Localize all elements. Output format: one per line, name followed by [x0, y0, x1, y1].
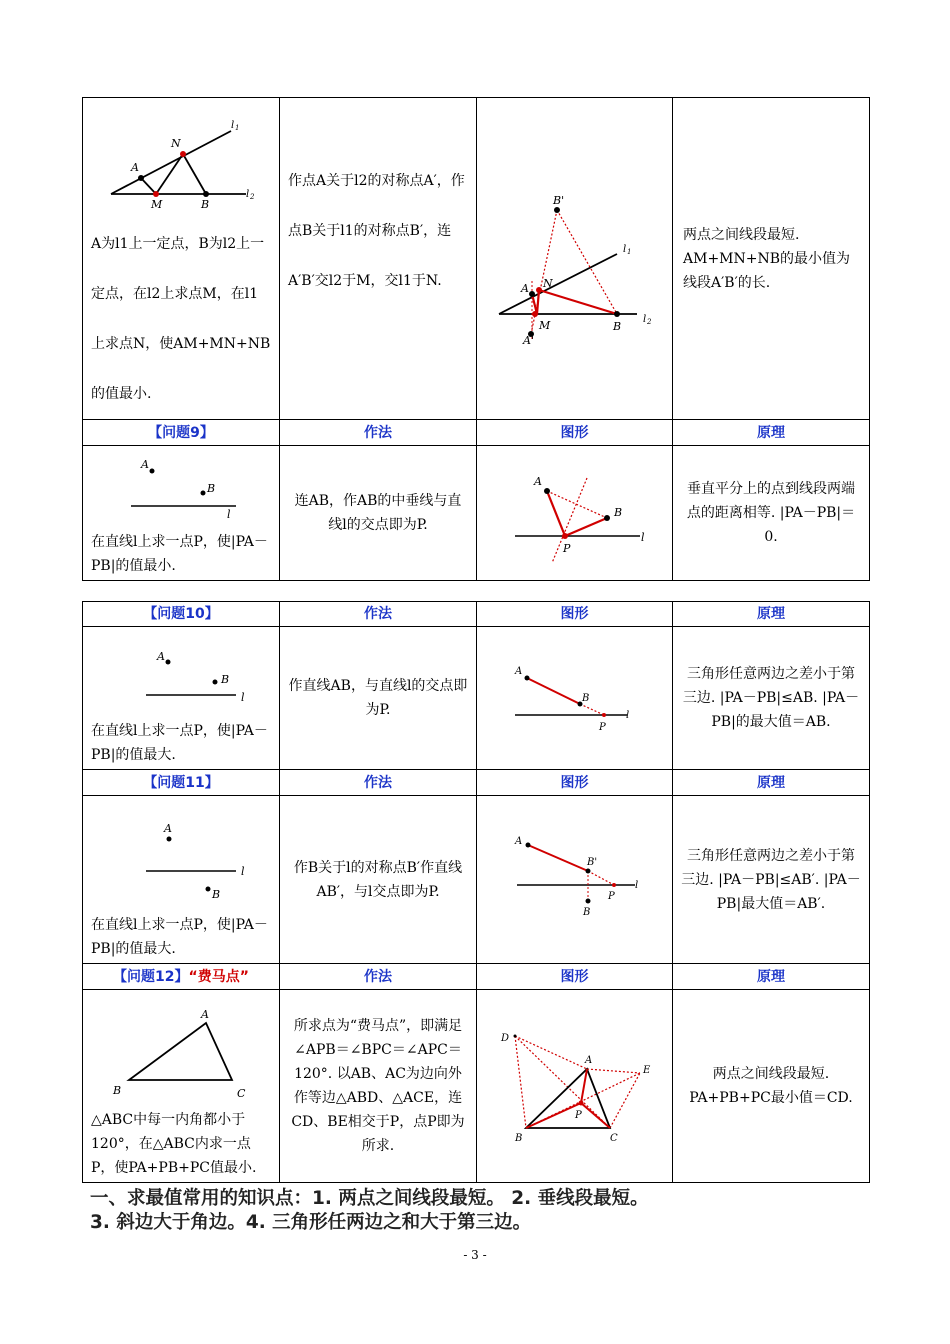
svg-text:l: l — [231, 120, 235, 131]
header-figure: 图形 — [477, 964, 673, 990]
svg-text:A: A — [521, 281, 529, 295]
figure-10-diagram — [477, 648, 673, 748]
page-number: - 3 - — [463, 1248, 487, 1262]
svg-text:A': A' — [523, 333, 534, 344]
method-10-text: 作直线AB，与直线l的交点即为P. — [288, 678, 468, 718]
svg-text:B: B — [583, 906, 591, 918]
svg-text:A: A — [585, 1055, 593, 1066]
figure-8-diagram — [477, 174, 673, 344]
problem-8-text: A为l1上一定点，B为l2上一定点，在l2上求点M，在l1上求点N，使AM+MN+NB的值最小. — [91, 236, 271, 402]
problem-12-row — [83, 990, 870, 1183]
header-figure: 图形 — [477, 770, 673, 796]
problem-12-header — [83, 964, 870, 990]
problem-8-diagram — [91, 106, 271, 211]
problem-12-text: △ABC中每一内角都小于120°，在△ABC内求一点P，使PA+PB+PC值最小. — [91, 1112, 257, 1176]
method-10-cell — [280, 627, 477, 770]
svg-text:P: P — [608, 890, 615, 902]
method-11-cell — [280, 796, 477, 964]
svg-text:2: 2 — [250, 193, 255, 201]
problem-12-statement-cell — [83, 990, 280, 1183]
svg-text:A: A — [157, 650, 165, 663]
method-11-text: 作B关于l的对称点B′作直线AB′，与l交点即为P. — [293, 859, 463, 900]
svg-text:C: C — [610, 1133, 618, 1144]
svg-text:A: A — [201, 1008, 209, 1021]
principle-8-text: 两点之间线段最短. AM+MN+NB的最小值为线段A′B′的长. — [683, 226, 851, 291]
principle-12-text: 两点之间线段最短. PA+PB+PC最小值＝CD. — [689, 1066, 853, 1106]
problem-8-statement-cell — [83, 98, 280, 420]
principle-11-cell — [673, 796, 870, 964]
svg-text:P: P — [563, 542, 571, 555]
problem-8-row — [83, 98, 870, 420]
svg-text:l: l — [643, 313, 647, 325]
svg-text:1: 1 — [627, 247, 632, 256]
svg-text:A: A — [515, 666, 523, 677]
problem-11-header — [83, 770, 870, 796]
svg-text:B': B' — [587, 856, 598, 868]
table-2 — [82, 601, 870, 1183]
svg-text:B: B — [613, 319, 622, 333]
summary-line-2: 3. 斜边大于角边。4. 三角形任两边之和大于第三边。 — [90, 1212, 532, 1233]
svg-text:M: M — [539, 318, 551, 332]
principle-9-cell — [673, 446, 870, 581]
header-figure: 图形 — [477, 420, 673, 446]
problem-10-diagram — [91, 636, 271, 711]
header-method: 作法 — [280, 770, 477, 796]
principle-10-text: 三角形任意两边之差小于第三边. |PA－PB|≤AB. |PA－PB|的最大值＝AB. — [682, 666, 860, 730]
figure-12-diagram — [477, 991, 673, 1181]
header-problem-12 — [83, 964, 280, 990]
principle-10-cell — [673, 627, 870, 770]
principle-12-cell — [673, 990, 870, 1183]
fermat-point-label: “费马点” — [188, 968, 249, 985]
svg-text:B: B — [201, 198, 210, 211]
svg-text:P: P — [599, 722, 606, 733]
svg-text:2: 2 — [647, 317, 652, 326]
problem-10-text: 在直线l上求一点P，使|PA－PB|的值最大. — [91, 723, 268, 763]
svg-text:A: A — [515, 835, 523, 847]
method-12-cell — [280, 990, 477, 1183]
header-principle: 原理 — [673, 602, 870, 627]
svg-text:N: N — [171, 137, 181, 150]
header-method: 作法 — [280, 420, 477, 446]
principle-11-text: 三角形任意两边之差小于第三边. |PA－PB|≤AB′. |PA－PB|最大值＝AB′. — [681, 847, 861, 912]
header-principle: 原理 — [673, 420, 870, 446]
problem-9-statement-cell — [83, 446, 280, 581]
svg-text:B: B — [212, 888, 221, 901]
summary-line-1: 一、求最值常用的知识点：1. 两点之间线段最短。 2. 垂线段最短。 — [90, 1188, 649, 1209]
svg-text:l: l — [641, 531, 645, 544]
svg-text:B: B — [582, 693, 590, 704]
svg-text:B: B — [113, 1084, 122, 1097]
problem-10-statement-cell — [83, 627, 280, 770]
header-problem-10: 【问题10】 — [83, 602, 280, 627]
figure-11-cell — [477, 796, 673, 964]
problem-11-row — [83, 796, 870, 964]
svg-text:B: B — [207, 482, 216, 495]
figure-9-diagram — [477, 453, 673, 573]
header-principle: 原理 — [673, 770, 870, 796]
svg-text:E: E — [643, 1065, 651, 1076]
svg-text:l: l — [241, 691, 245, 704]
svg-text:P: P — [575, 1110, 582, 1121]
svg-text:M: M — [151, 198, 163, 211]
problem-11-statement-cell — [83, 796, 280, 964]
svg-text:C: C — [237, 1087, 246, 1100]
method-12-text: 所求点为“费马点”，即满足∠APB＝∠BPC＝∠APC＝120°. 以AB、AC为边向外作等边△ABD、△ACE，连CD、BE相交于P，点P即为所求. — [291, 1018, 465, 1154]
svg-text:B': B' — [553, 193, 565, 207]
problem-11-diagram — [91, 805, 271, 905]
svg-text:A: A — [141, 458, 149, 471]
header-principle: 原理 — [673, 964, 870, 990]
figure-10-cell — [477, 627, 673, 770]
method-8-text: 作点A关于l2的对称点A′，作点B关于l1的对称点B′，连A′B′交l2于M，交l1于N. — [288, 173, 465, 289]
svg-text:l: l — [241, 865, 245, 878]
svg-text:B: B — [614, 506, 623, 519]
problem-12-diagram — [91, 1005, 271, 1100]
problem-9-header — [83, 420, 870, 446]
svg-text:B: B — [515, 1133, 523, 1144]
method-8-cell — [280, 98, 477, 420]
svg-text:A: A — [131, 161, 139, 174]
svg-text:D: D — [501, 1033, 510, 1044]
svg-text:l: l — [227, 508, 231, 521]
problem-10-header — [83, 602, 870, 627]
header-method: 作法 — [280, 964, 477, 990]
principle-9-text: 垂直平分上的点到线段两端点的距离相等. |PA－PB|＝0. — [686, 481, 856, 545]
problem-12-label: 【问题12】 — [113, 968, 189, 985]
method-9-cell — [280, 446, 477, 581]
figure-12-cell — [477, 990, 673, 1183]
problem-9-row — [83, 446, 870, 581]
svg-text:l: l — [623, 243, 627, 255]
header-problem-11: 【问题11】 — [83, 770, 280, 796]
svg-text:N: N — [543, 276, 553, 290]
svg-text:l: l — [635, 879, 639, 891]
table-1 — [82, 97, 870, 581]
header-figure: 图形 — [477, 602, 673, 627]
problem-11-text: 在直线l上求一点P，使|PA－PB|的值最大. — [91, 917, 268, 957]
svg-text:1: 1 — [235, 124, 240, 132]
problem-10-row — [83, 627, 870, 770]
header-problem-9: 【问题9】 — [83, 420, 280, 446]
svg-text:l: l — [626, 710, 630, 721]
svg-text:l: l — [246, 189, 250, 200]
principle-8-cell — [673, 98, 870, 420]
svg-text:A: A — [534, 475, 542, 488]
figure-8-cell — [477, 98, 673, 420]
figure-9-cell — [477, 446, 673, 581]
svg-text:A: A — [164, 822, 172, 835]
header-method: 作法 — [280, 602, 477, 627]
problem-9-text: 在直线l上求一点P，使|PA－PB|的值最小. — [91, 534, 268, 574]
svg-text:B: B — [221, 673, 230, 686]
method-9-text: 连AB，作AB的中垂线与直线l的交点即为P. — [294, 493, 462, 533]
problem-9-diagram — [91, 454, 271, 522]
figure-11-diagram — [477, 815, 673, 945]
